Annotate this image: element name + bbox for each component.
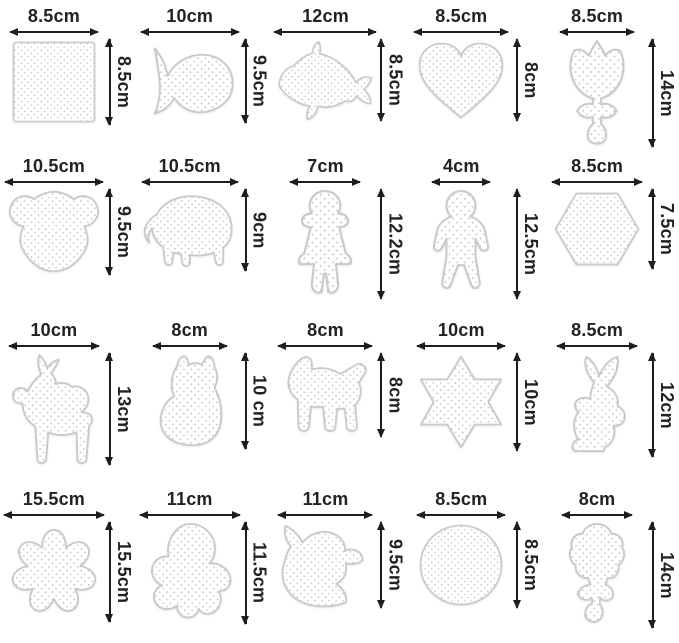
- horizontal-dimension-arrow: [562, 514, 632, 516]
- width-dimension-label: 11cm: [302, 489, 349, 509]
- height-dimension-label: 11.5cm: [249, 542, 270, 604]
- vertical-dimension-arrow: [109, 39, 111, 125]
- vertical-dimension-arrow: [380, 189, 382, 299]
- width-dimension-label: 8.5cm: [571, 320, 624, 340]
- vertical-dimension-arrow: [109, 353, 111, 465]
- horizontal-dimension-arrow: [278, 514, 372, 516]
- horizontal-dimension-arrow: [432, 181, 490, 183]
- pegboard-cell-fish: [136, 0, 272, 150]
- height-dimension-label: 15.5cm: [113, 540, 134, 604]
- pegboard-cell-girl: [272, 150, 408, 314]
- square-pegboard-icon: [10, 39, 98, 125]
- horizontal-dimension-arrow: [4, 514, 104, 516]
- width-dimension-label: 10.5cm: [22, 156, 86, 176]
- width-dimension-label: 10cm: [437, 320, 485, 340]
- vertical-dimension-arrow: [109, 189, 111, 275]
- pegboard-cell-deer: [0, 314, 136, 483]
- hexagon-pegboard-icon: [552, 189, 642, 269]
- pegboard-cell-dog: [272, 314, 408, 483]
- pegboard-cell-flower: [0, 483, 136, 643]
- height-dimension-label: 8.5cm: [521, 538, 542, 592]
- height-dimension-label: 12cm: [656, 381, 677, 429]
- pegboard-cell-star: [407, 314, 543, 483]
- pegboard-cell-monkey: [136, 483, 272, 643]
- boy-pegboard-icon: [432, 189, 490, 299]
- vertical-dimension-arrow: [516, 39, 518, 121]
- width-dimension-label: 15.5cm: [22, 489, 86, 509]
- vertical-dimension-arrow: [516, 189, 518, 299]
- vertical-dimension-arrow: [516, 522, 518, 608]
- vertical-dimension-arrow: [245, 353, 247, 449]
- pegboard-cell-hexagon: [543, 150, 679, 314]
- height-dimension-label: 12.2cm: [385, 212, 406, 276]
- vertical-dimension-arrow: [652, 189, 654, 269]
- height-dimension-label: 9.5cm: [113, 205, 134, 259]
- heart-pegboard-icon: [414, 39, 508, 121]
- vertical-dimension-arrow: [245, 522, 247, 624]
- height-dimension-label: 9.5cm: [249, 54, 270, 108]
- height-dimension-label: 7.5cm: [656, 202, 677, 256]
- dog-pegboard-icon: [278, 353, 372, 437]
- width-dimension-label: 8cm: [307, 320, 344, 340]
- horizontal-dimension-arrow: [142, 181, 238, 183]
- height-dimension-label: 10cm: [521, 378, 542, 426]
- width-dimension-label: 8.5cm: [435, 6, 488, 26]
- width-dimension-label: 10.5cm: [158, 156, 221, 176]
- bear-head-pegboard-icon: [5, 189, 103, 275]
- horizontal-dimension-arrow: [141, 31, 239, 33]
- fish-pegboard-icon: [141, 39, 239, 123]
- width-dimension-label: 8.5cm: [571, 6, 624, 26]
- vertical-dimension-arrow: [652, 353, 654, 457]
- height-dimension-label: 8cm: [385, 376, 406, 414]
- cat-pegboard-icon: [153, 353, 227, 449]
- pegboard-cell-rose-flower: [543, 483, 679, 643]
- horizontal-dimension-arrow: [417, 345, 505, 347]
- pegboard-cell-dolphin: [272, 0, 408, 150]
- horizontal-dimension-arrow: [290, 181, 360, 183]
- horizontal-dimension-arrow: [140, 514, 240, 516]
- rose-flower-pegboard-icon: [567, 522, 627, 628]
- vertical-dimension-arrow: [245, 189, 247, 271]
- vertical-dimension-arrow: [380, 39, 382, 121]
- pegboard-cell-boy: [407, 150, 543, 314]
- flower-pegboard-icon: [4, 522, 104, 622]
- height-dimension-label: 8.5cm: [385, 53, 406, 107]
- height-dimension-label: 8.5cm: [113, 55, 134, 109]
- vertical-dimension-arrow: [380, 353, 382, 437]
- horizontal-dimension-arrow: [9, 345, 99, 347]
- pegboard-cell-bear-head: [0, 150, 136, 314]
- height-dimension-label: 10 cm: [249, 374, 270, 428]
- width-dimension-label: 12cm: [302, 6, 349, 26]
- vertical-dimension-arrow: [652, 522, 654, 628]
- vertical-dimension-arrow: [109, 522, 111, 622]
- duck-pegboard-icon: [278, 522, 372, 608]
- width-dimension-label: 8.5cm: [435, 489, 488, 509]
- horizontal-dimension-arrow: [274, 31, 376, 33]
- pegboard-cell-cat: [136, 314, 272, 483]
- horizontal-dimension-arrow: [557, 345, 637, 347]
- width-dimension-label: 8cm: [578, 489, 616, 509]
- width-dimension-label: 4cm: [442, 156, 480, 176]
- height-dimension-label: 9cm: [249, 211, 270, 249]
- pegboard-cell-tulip-flower: [543, 0, 679, 150]
- width-dimension-label: 10cm: [30, 320, 78, 340]
- monkey-pegboard-icon: [140, 522, 240, 624]
- horizontal-dimension-arrow: [5, 181, 103, 183]
- girl-pegboard-icon: [290, 189, 360, 299]
- horizontal-dimension-arrow: [10, 31, 98, 33]
- pegboard-cell-rabbit: [543, 314, 679, 483]
- deer-pegboard-icon: [9, 353, 99, 465]
- height-dimension-label: 12.5cm: [521, 212, 542, 276]
- vertical-dimension-arrow: [652, 39, 654, 147]
- height-dimension-label: 14cm: [656, 69, 677, 117]
- pegboard-cell-heart: [407, 0, 543, 150]
- width-dimension-label: 7cm: [307, 156, 344, 176]
- circle-pegboard-icon: [417, 522, 505, 608]
- width-dimension-label: 8.5cm: [27, 6, 80, 26]
- elephant-pegboard-icon: [142, 189, 238, 271]
- pegboard-cell-elephant: [136, 150, 272, 314]
- tulip-flower-pegboard-icon: [566, 39, 628, 147]
- height-dimension-label: 9.5cm: [385, 538, 406, 592]
- vertical-dimension-arrow: [516, 353, 518, 451]
- horizontal-dimension-arrow: [552, 181, 642, 183]
- horizontal-dimension-arrow: [560, 31, 634, 33]
- dolphin-pegboard-icon: [274, 39, 376, 121]
- star-pegboard-icon: [417, 353, 505, 451]
- vertical-dimension-arrow: [380, 522, 382, 608]
- width-dimension-label: 10cm: [166, 6, 214, 26]
- vertical-dimension-arrow: [245, 39, 247, 123]
- horizontal-dimension-arrow: [417, 514, 505, 516]
- horizontal-dimension-arrow: [278, 345, 372, 347]
- horizontal-dimension-arrow: [153, 345, 227, 347]
- width-dimension-label: 11cm: [166, 489, 213, 509]
- height-dimension-label: 14cm: [656, 551, 677, 599]
- horizontal-dimension-arrow: [414, 31, 508, 33]
- height-dimension-label: 8cm: [521, 61, 542, 99]
- rabbit-pegboard-icon: [560, 353, 634, 457]
- pegboard-cell-duck: [272, 483, 408, 643]
- width-dimension-label: 8.5cm: [571, 156, 624, 176]
- width-dimension-label: 8cm: [171, 320, 209, 340]
- height-dimension-label: 13cm: [113, 385, 134, 433]
- pegboard-cell-square: [0, 0, 136, 150]
- pegboard-cell-circle: [407, 483, 543, 643]
